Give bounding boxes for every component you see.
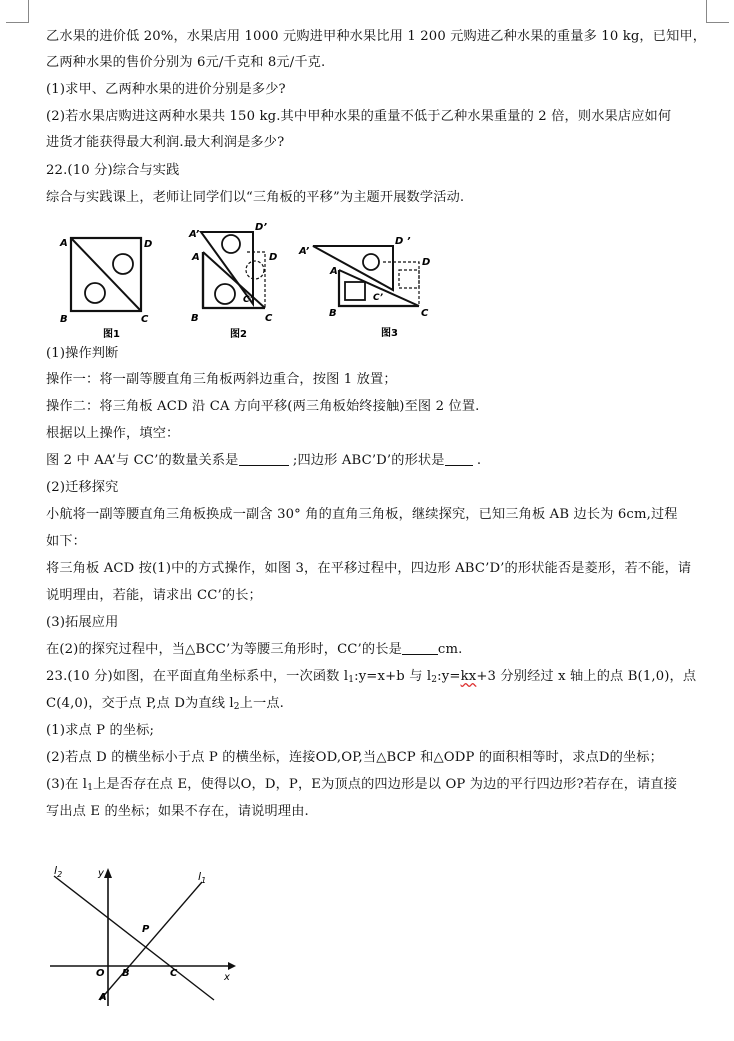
text-segment: 上一点. [239, 696, 285, 711]
label-A: A [99, 992, 107, 1003]
text-line [46, 694, 708, 717]
label-D-prime: D ’ [395, 236, 411, 247]
section-heading: (3)拓展应用 [46, 615, 119, 630]
question-part-3 [46, 775, 708, 798]
text-line: 综合与实践课上，老师让同学们以“三角板的平移”为主题开展数学活动. [46, 190, 465, 205]
question-part-1: (1)求点 P 的坐标; [46, 723, 155, 738]
text-line: 进货才能获得最大利润.最大利润是多少? [46, 135, 285, 150]
text-segment: :y=x+b 与 l [354, 669, 432, 684]
label-B: B [122, 968, 130, 979]
fill-blank-line [46, 640, 708, 660]
text-segment: :y= [437, 669, 461, 684]
label-D: D [144, 239, 153, 250]
figure-2-caption: 图2 [230, 329, 247, 340]
text-line: 乙水果的进价低 20%，水果店用 1000 元购进甲种水果比用 1 200 元购进乙种水果的重量多 10 kg，已知甲， [46, 29, 707, 44]
text-line: 根据以上操作，填空： [46, 426, 180, 441]
text-line: 将三角板 ACD 按(1)中的方式操作，如图 3，在平移过程中，四边形 ABC’D’的形状能否是菱形，若不能，请 [46, 561, 692, 576]
crop-mark-top-left [6, 0, 29, 23]
text-segment: 上是否存在点 E，使得以O，D，P，E为顶点的四边形是以 OP 为边的平行四边形?若存在，请直接 [93, 777, 678, 792]
label-O: O [96, 968, 105, 979]
text-segment: (3)在 l [46, 777, 88, 792]
text-line: 如下： [46, 534, 87, 549]
section-heading: (1)操作判断 [46, 346, 119, 361]
crop-mark-top-right [706, 0, 729, 23]
label-B: B [191, 313, 199, 324]
subscript: 2 [233, 702, 240, 712]
label-B: B [329, 308, 337, 319]
subscript: 1 [348, 675, 355, 685]
label-A: A [330, 266, 338, 277]
question-part-2: (2)若点 D 的横坐标小于点 P 的横坐标，连接OD,OP,当△BCP 和△ODP 的面积相等时，求点D的坐标； [46, 750, 663, 765]
label-C: C [141, 314, 149, 325]
answer-blank-1[interactable] [239, 451, 289, 466]
label-C-prime: C’ [243, 295, 254, 305]
text-segment: 在(2)的探究过程中，当△BCC’为等腰三角形时，CC’的长是 [46, 642, 402, 657]
label-x-axis: x [224, 972, 230, 983]
label-P: P [142, 924, 150, 935]
text-line: 说明理由，若能，请求出 CC’的长； [46, 588, 262, 603]
label-l2: $l_2$ [54, 864, 63, 879]
label-A: A [192, 252, 200, 263]
subscript: 2 [431, 675, 438, 685]
text-segment: C(4,0)，交于点 P,点 D为直线 l [46, 696, 234, 711]
section-heading: (2)迁移探究 [46, 480, 119, 495]
label-D: D [422, 257, 431, 268]
text-line: 小航将一副等腰直角三角板换成一副含 30° 角的直角三角板，继续探究，已知三角板 AB 边长为 6cm,过程 [46, 507, 678, 522]
label-B: B [60, 314, 68, 325]
label-C: C [265, 313, 273, 324]
label-A-prime: A’ [299, 246, 310, 257]
label-A: A [60, 238, 68, 249]
answer-blank-3[interactable] [402, 640, 438, 655]
text-line: 写出点 E 的坐标；如果不存在，请说明理由. [46, 804, 309, 819]
figure-3-caption: 图3 [381, 328, 398, 339]
text-line: 操作二：将三角板 ACD 沿 CA 方向平移(两三角板始终接触)至图 2 位置. [46, 399, 480, 414]
text-segment: +3 分别经过 x 轴上的点 B(1,0)，点 [476, 669, 697, 684]
figure-3 [295, 232, 440, 342]
text-segment: . [472, 453, 482, 468]
question-part-1: (1)求甲、乙两种水果的进价分别是多少? [46, 82, 286, 97]
text-segment: ;四边形 ABC’D’的形状是 [288, 453, 445, 468]
figure-1 [55, 225, 165, 340]
figure-2 [185, 218, 295, 342]
subscript: 1 [87, 783, 94, 793]
label-A-prime: A’ [189, 229, 200, 240]
fill-blank-line [46, 451, 708, 471]
spellcheck-underlined: kx [460, 669, 477, 684]
label-C: C [421, 308, 429, 319]
label-D: D [269, 252, 278, 263]
question-22-title: 22.(10 分)综合与实践 [46, 163, 180, 178]
question-23-title [46, 667, 708, 690]
question-part-2: (2)若水果店购进这两种水果共 150 kg.其中甲种水果的重量不低于乙种水果重量的 2 倍，则水果店应如何 [46, 109, 672, 124]
label-D-prime: D’ [255, 222, 268, 233]
text-line: 操作一：将一副等腰直角三角板两斜边重合，按图 1 放置； [46, 372, 397, 387]
text-line: 乙两种水果的售价分别为 6元/千克和 8元/千克. [46, 55, 326, 70]
label-l1: $l_1$ [198, 870, 207, 885]
text-segment: 图 2 中 AA’与 CC’的数量关系是 [46, 453, 239, 468]
label-C: C [170, 968, 178, 979]
text-segment: 23.(10 分)如图，在平面直角坐标系中，一次函数 l [46, 669, 349, 684]
coordinate-figure [40, 858, 240, 1008]
figure-1-caption: 图1 [103, 329, 120, 340]
answer-blank-2[interactable] [445, 451, 473, 466]
text-segment: cm. [437, 642, 463, 657]
label-C-prime: C’ [373, 293, 384, 303]
label-y-axis: y [98, 868, 104, 879]
